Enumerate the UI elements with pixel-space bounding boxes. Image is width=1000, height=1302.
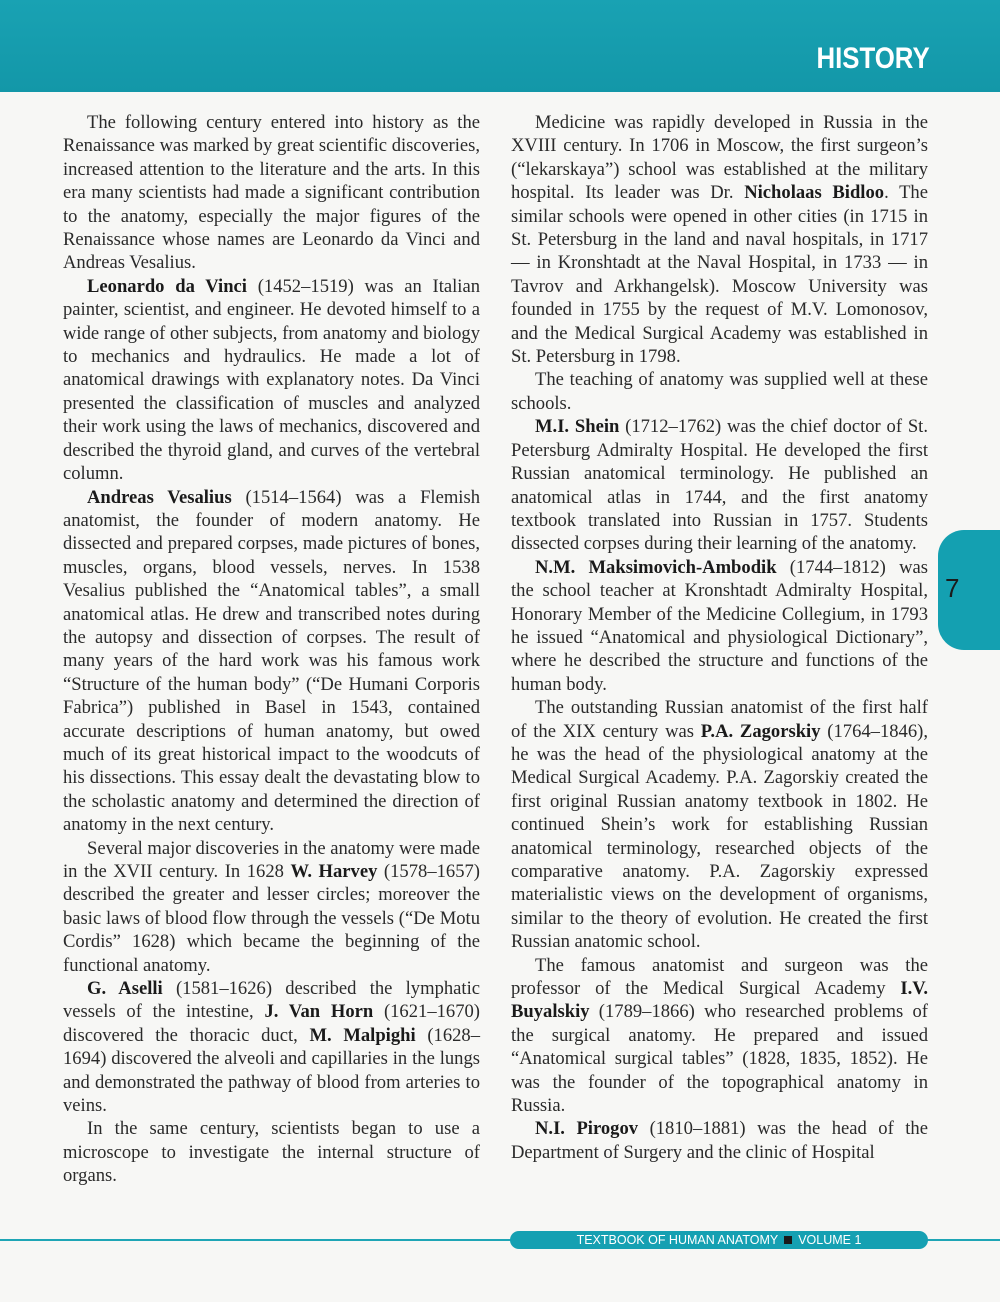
paragraph-text: (1810–1881) was the head of the Department of Surgery and the clinic of Hospital — [511, 1118, 928, 1163]
paragraph-text: (1789–1866) who researched problems of the surgical anatomy. He prepared and issued “Anatomical surgical tables” (1828, 1835, 1852). He was the founder of the topographical anatomy in Russia. — [511, 1001, 928, 1117]
paragraph-text: (1514–1564) was a Flemish anatomist, the founder of modern anatomy. He dissected and prepared corpses, made pictures of bones, muscles, organs, blood vessels, nerves. In 1538 Vesalius published the “Anatomical tables”, a small anatomical atlas. He drew and transcribed notes during the autopsy and dissection of corpses. The result of many years of the hard work was his famous work “Structure of the human body” (“De Humani Corporis Fabrica”) published in Basel in 1543, contained accurate descriptions of human anatomy, but owed much of its great historical impact to the woodcuts of his dissections. This essay dealt the devastating blow to the scholastic anatomy and determined the direction of anatomy in the next century. — [63, 486, 480, 836]
paragraph — [63, 977, 480, 1117]
paragraph — [63, 837, 480, 977]
paragraph-text: The teaching of anatomy was supplied well at these schools. — [511, 369, 928, 414]
square-bullet-icon — [784, 1236, 792, 1244]
paragraph-text: The following century entered into history as the Renaissance was marked by great scientific discoveries, increased attention to the literature and the arts. In this era many scientists had made a significant contribution to the anatomy, especially the major figures of the Renaissance whose names are Leonardo da Vinci and Andreas Vesalius. — [63, 112, 480, 274]
person-name: M.I. Shein — [535, 416, 620, 438]
paragraph-text: . The similar schools were opened in other cities (in 1715 in St. Petersburg in the land and naval hospitals, in 1717 — in Kronshtadt at the Naval Hospital, in 1733 — in Tavrov and Arkhangelsk). Moscow University was founded in 1755 by the request of M.V. Lomonosov, and the Medical Surgical Academy was established in St. Petersburg in 1798. — [511, 182, 928, 368]
paragraph-text: The famous anatomist and surgeon was the professor of the Medical Surgical Academy — [511, 954, 928, 1000]
paragraph — [63, 111, 480, 275]
paragraph-text: (1764–1846), he was the head of the physiological anatomy at the Medical Surgical Academy. P.A. Zagorskiy created the first original Russian anatomy textbook in 1802. He continued Shein’s work for establishing Russian anatomical terminology, researched objects of the comparative anatomy. P.A. Zagorskiy expressed materialistic views on the development of organisms, similar to the theory of evolution. He created the first Russian anatomic school. — [511, 720, 928, 953]
person-name: Andreas Vesalius — [87, 486, 232, 508]
header-band — [0, 0, 1000, 92]
paragraph-text: In the same century, scientists began to use a microscope to investigate the internal structure of organs. — [63, 1118, 480, 1187]
person-name: J. Van Horn — [264, 1001, 374, 1023]
paragraph-text: (1712–1762) was the chief doctor of St. Petersburg Admiralty Hospital. He developed the first Russian anatomical terminology. He published an anatomical atlas in 1744, and the first anatomy textbook translated into Russian in 1757. Students dissected corpses during their learning of the anatomy. — [511, 416, 928, 555]
paragraph-text: (1452–1519) was an Italian painter, scientist, and engineer. He devoted himself to a wide range of other subjects, from anatomy and biology to mechanics and hydraulics. He made a lot of anatomical drawings with explanatory notes. Da Vinci presented the classification of muscles and analyzed their work using the laws of mechanics, discovered and described the thyroid gland, and curves of the vertebral column. — [63, 275, 481, 485]
paragraph-text: (1581–1626) described the lymphatic vessels of the intestine, — [63, 978, 480, 1023]
paragraph — [511, 111, 928, 368]
section-title: HISTORY — [816, 42, 930, 75]
paragraph — [511, 415, 928, 555]
paragraph — [511, 696, 928, 953]
person-name: N.M. Maksimovich-Ambodik — [535, 556, 777, 578]
book-title: TEXTBOOK OF HUMAN ANATOMY — [576, 1233, 779, 1247]
paragraph — [511, 1117, 928, 1164]
paragraph-text: The outstanding Russian anatomist of the first half of the XIX century was — [511, 697, 928, 742]
right-column — [511, 111, 928, 1164]
person-name: Leonardo da Vinci — [87, 275, 247, 297]
person-name: M. Malpighi — [309, 1024, 416, 1046]
chapter-number: 7 — [945, 573, 960, 603]
person-name: W. Harvey — [290, 861, 378, 882]
person-name: I.V. Buyalskiy — [511, 978, 928, 1023]
person-name: Nicholaas Bidloo — [744, 182, 885, 204]
person-name: G. Aselli — [87, 978, 163, 1000]
paragraph — [63, 275, 480, 486]
footer-running-title — [510, 1231, 928, 1249]
left-column — [63, 111, 480, 1188]
paragraph-text: Medicine was rapidly developed in Russia in the XVIII century. In 1706 in Moscow, the first surgeon’s (“lekarskaya”) school was established at the military hospital. Its leader was Dr. — [511, 112, 928, 204]
paragraph — [63, 486, 480, 837]
paragraph-text: (1628–1694) discovered the alveoli and capillaries in the lungs and demonstrated the pathway of blood from arteries to veins. — [63, 1024, 481, 1117]
paragraph — [511, 954, 928, 1118]
paragraph — [511, 556, 928, 696]
paragraph — [63, 1117, 480, 1187]
paragraph-text: (1744–1812) was the school teacher at Kronshtadt Admiralty Hospital, Honorary Member of the Medicine Collegium, in 1793 he issued “Anatomical and physiological Dictionary”, where he described the structure and functions of the human body. — [511, 556, 928, 695]
paragraph-text: (1578–1657) described the greater and lesser circles; moreover the basic laws of blood flow through the vessels (“De Motu Cordis” 1628) which became the beginning of the functional anatomy. — [63, 861, 480, 976]
person-name: N.I. Pirogov — [535, 1118, 639, 1140]
paragraph — [511, 368, 928, 415]
paragraph-text: Several major discoveries in the anatomy were made in the XVII century. In 1628 — [63, 837, 480, 882]
paragraph-text: (1621–1670) discovered the thoracic duct, — [63, 1001, 480, 1046]
volume-label: VOLUME 1 — [798, 1233, 862, 1247]
person-name: P.A. Zagorskiy — [700, 720, 821, 742]
